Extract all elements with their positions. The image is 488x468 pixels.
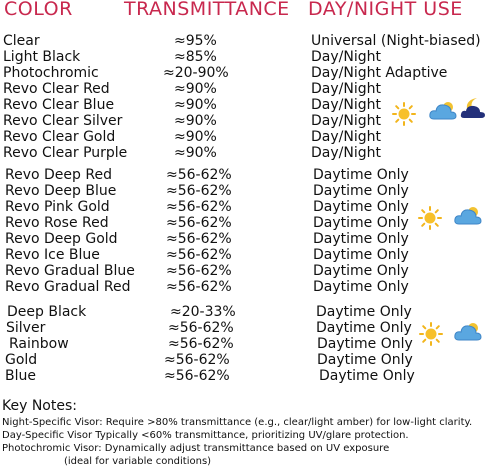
transmittance-value: ≈56-62%: [164, 352, 230, 368]
transmittance-value: ≈90%: [174, 129, 217, 145]
use-value: Day/Night: [311, 81, 381, 97]
color-name: Revo Deep Gold: [5, 231, 118, 247]
moon-cloud-icon: [460, 96, 488, 120]
use-value: Day/Night: [311, 145, 381, 161]
use-value: Daytime Only: [317, 352, 413, 368]
transmittance-value: ≈56-62%: [166, 247, 232, 263]
use-value: Daytime Only: [316, 320, 412, 336]
use-value: Universal (Night-biased): [311, 33, 481, 49]
color-name: Revo Pink Gold: [5, 199, 110, 215]
use-value: Daytime Only: [313, 215, 409, 231]
color-name: Revo Clear Purple: [3, 145, 128, 161]
color-name: Deep Black: [7, 304, 87, 320]
color-name: Blue: [5, 368, 36, 384]
use-value: Daytime Only: [313, 183, 409, 199]
sun-icon: [418, 206, 442, 230]
color-name: Revo Rose Red: [5, 215, 109, 231]
transmittance-value: ≈56-62%: [166, 263, 232, 279]
color-name: Revo Clear Silver: [3, 113, 123, 129]
color-name: Revo Clear Gold: [3, 129, 116, 145]
notes-title: Key Notes:: [2, 398, 77, 414]
use-value: Daytime Only: [317, 336, 413, 352]
transmittance-value: ≈56-62%: [166, 215, 232, 231]
transmittance-value: ≈20-90%: [163, 65, 229, 81]
use-value: Daytime Only: [313, 279, 409, 295]
note-line: Day-Specific Visor Typically <60% transmittance, prioritizing UV/glare protection.: [2, 430, 409, 441]
color-name: Silver: [6, 320, 46, 336]
color-name: Revo Clear Red: [3, 81, 110, 97]
color-name: Revo Clear Blue: [3, 97, 115, 113]
color-name: Revo Deep Red: [5, 167, 112, 183]
transmittance-value: ≈56-62%: [166, 183, 232, 199]
color-name: Gold: [5, 352, 38, 368]
use-value: Daytime Only: [313, 263, 409, 279]
transmittance-value: ≈90%: [174, 97, 217, 113]
use-value: Day/Night Adaptive: [311, 65, 448, 81]
transmittance-value: ≈56-62%: [166, 167, 232, 183]
header-color: COLOR: [4, 0, 73, 20]
color-name: Light Black: [3, 49, 81, 65]
use-value: Daytime Only: [313, 167, 409, 183]
cloud-icon: [453, 204, 483, 226]
header-transmittance: TRANSMITTANCE: [124, 0, 290, 20]
sun-icon: [419, 322, 443, 346]
transmittance-value: ≈85%: [174, 49, 217, 65]
transmittance-value: ≈56-62%: [168, 336, 234, 352]
use-value: Daytime Only: [316, 304, 412, 320]
header-use: DAY/NIGHT USE: [308, 0, 463, 20]
transmittance-value: ≈56-62%: [164, 368, 230, 384]
use-value: Daytime Only: [313, 231, 409, 247]
note-line: (ideal for variable conditions): [64, 456, 212, 467]
color-name: Revo Deep Blue: [5, 183, 117, 199]
use-value: Day/Night: [311, 129, 381, 145]
transmittance-value: ≈56-62%: [166, 199, 232, 215]
color-name: Revo Gradual Red: [5, 279, 131, 295]
note-line: Night-Specific Visor: Require >80% transmittance (e.g., clear/light amber) for low-light clarity.: [2, 417, 473, 428]
use-value: Day/Night: [311, 97, 381, 113]
cloud-icon: [428, 99, 458, 121]
use-value: Daytime Only: [313, 199, 409, 215]
transmittance-value: ≈90%: [174, 145, 217, 161]
transmittance-value: ≈56-62%: [166, 231, 232, 247]
color-name: Clear: [3, 33, 40, 49]
use-value: Day/Night: [311, 49, 381, 65]
transmittance-value: ≈95%: [174, 33, 217, 49]
use-value: Daytime Only: [313, 247, 409, 263]
cloud-icon: [453, 320, 483, 342]
transmittance-value: ≈56-62%: [166, 279, 232, 295]
color-name: Revo Ice Blue: [5, 247, 100, 263]
use-value: Day/Night: [311, 113, 381, 129]
transmittance-value: ≈90%: [174, 113, 217, 129]
color-name: Photochromic: [3, 65, 99, 81]
use-value: Daytime Only: [319, 368, 415, 384]
color-name: Revo Gradual Blue: [5, 263, 135, 279]
transmittance-value: ≈20-33%: [170, 304, 236, 320]
transmittance-value: ≈90%: [174, 81, 217, 97]
note-line: Photochromic Visor: Dynamically adjust transmittance based on UV exposure: [2, 443, 390, 454]
sun-icon: [392, 102, 416, 126]
color-name: Rainbow: [9, 336, 69, 352]
transmittance-value: ≈56-62%: [168, 320, 234, 336]
